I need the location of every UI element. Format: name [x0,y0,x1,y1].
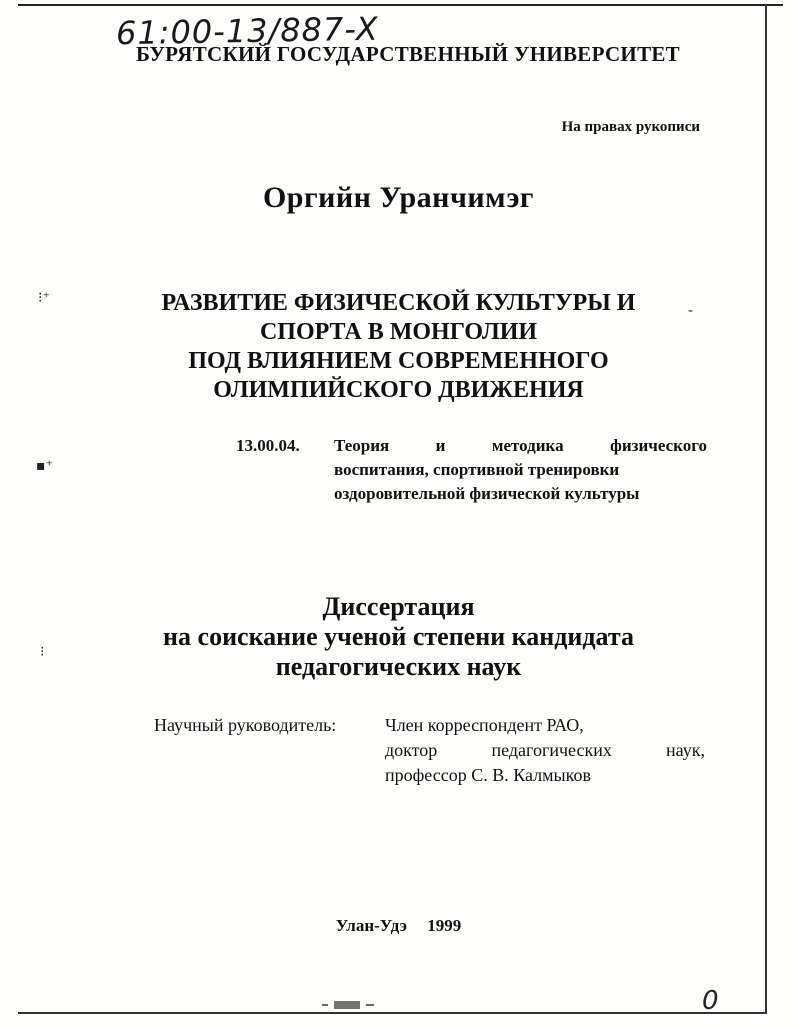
advisor-label: Научный руководитель: [154,715,337,735]
handwritten-catalog-number: 61:00-13/887-X [115,9,379,53]
advisor-line: профессор С. В. Калмыков [385,765,591,785]
title-line: ПОД ВЛИЯНИЕМ СОВРЕМЕННОГО [188,348,609,374]
advisor-details [385,713,705,788]
title-line: ОЛИМПИЙСКОГО ДВИЖЕНИЯ [213,377,584,403]
specialty-line: оздоровительной физической культуры [334,484,640,503]
scan-border-right [765,4,767,1014]
title-line: СПОРТА В МОНГОЛИИ [259,319,538,345]
specialty-line: Теория и методика физического [334,436,707,455]
scan-border-top [18,4,783,6]
dissertation-title [0,289,797,405]
scan-speck-icon: - [688,303,694,319]
university-name: БУРЯТСКИЙ ГОСУДАРСТВЕННЫЙ УНИВЕРСИТЕТ [136,42,680,66]
handwritten-page-mark-icon: 0 [702,986,719,1016]
margin-mark-icon: ⁝⁺ [38,290,50,306]
specialty-line: воспитания, спортивной тренировки [334,460,620,479]
place-and-year [0,916,797,936]
year: 1999 [427,916,462,935]
rights-note: На правах рукописи [561,119,700,135]
scan-border-bottom [18,1012,767,1014]
bottom-stamp-icon [320,998,380,1012]
advisor-line: Член корреспондент РАО, [385,715,584,735]
author-name: Оргийн Уранчимэг [262,181,535,214]
city: Улан-Удэ [335,916,407,935]
dissertation-block [0,592,797,682]
title-line: РАЗВИТИЕ ФИЗИЧЕСКОЙ КУЛЬТУРЫ И [161,290,636,316]
specialty-description [334,434,707,506]
dissertation-heading: Диссертация [322,592,475,621]
degree-line: педагогических наук [275,652,522,681]
specialty-code: 13.00.04. [236,436,300,455]
degree-line: на соискание ученой степени кандидата [163,622,634,651]
advisor-line: доктор педагогических наук, [385,740,705,760]
margin-mark-icon: ⁝ [40,644,45,660]
margin-mark-icon: ▪⁺ [36,458,53,474]
